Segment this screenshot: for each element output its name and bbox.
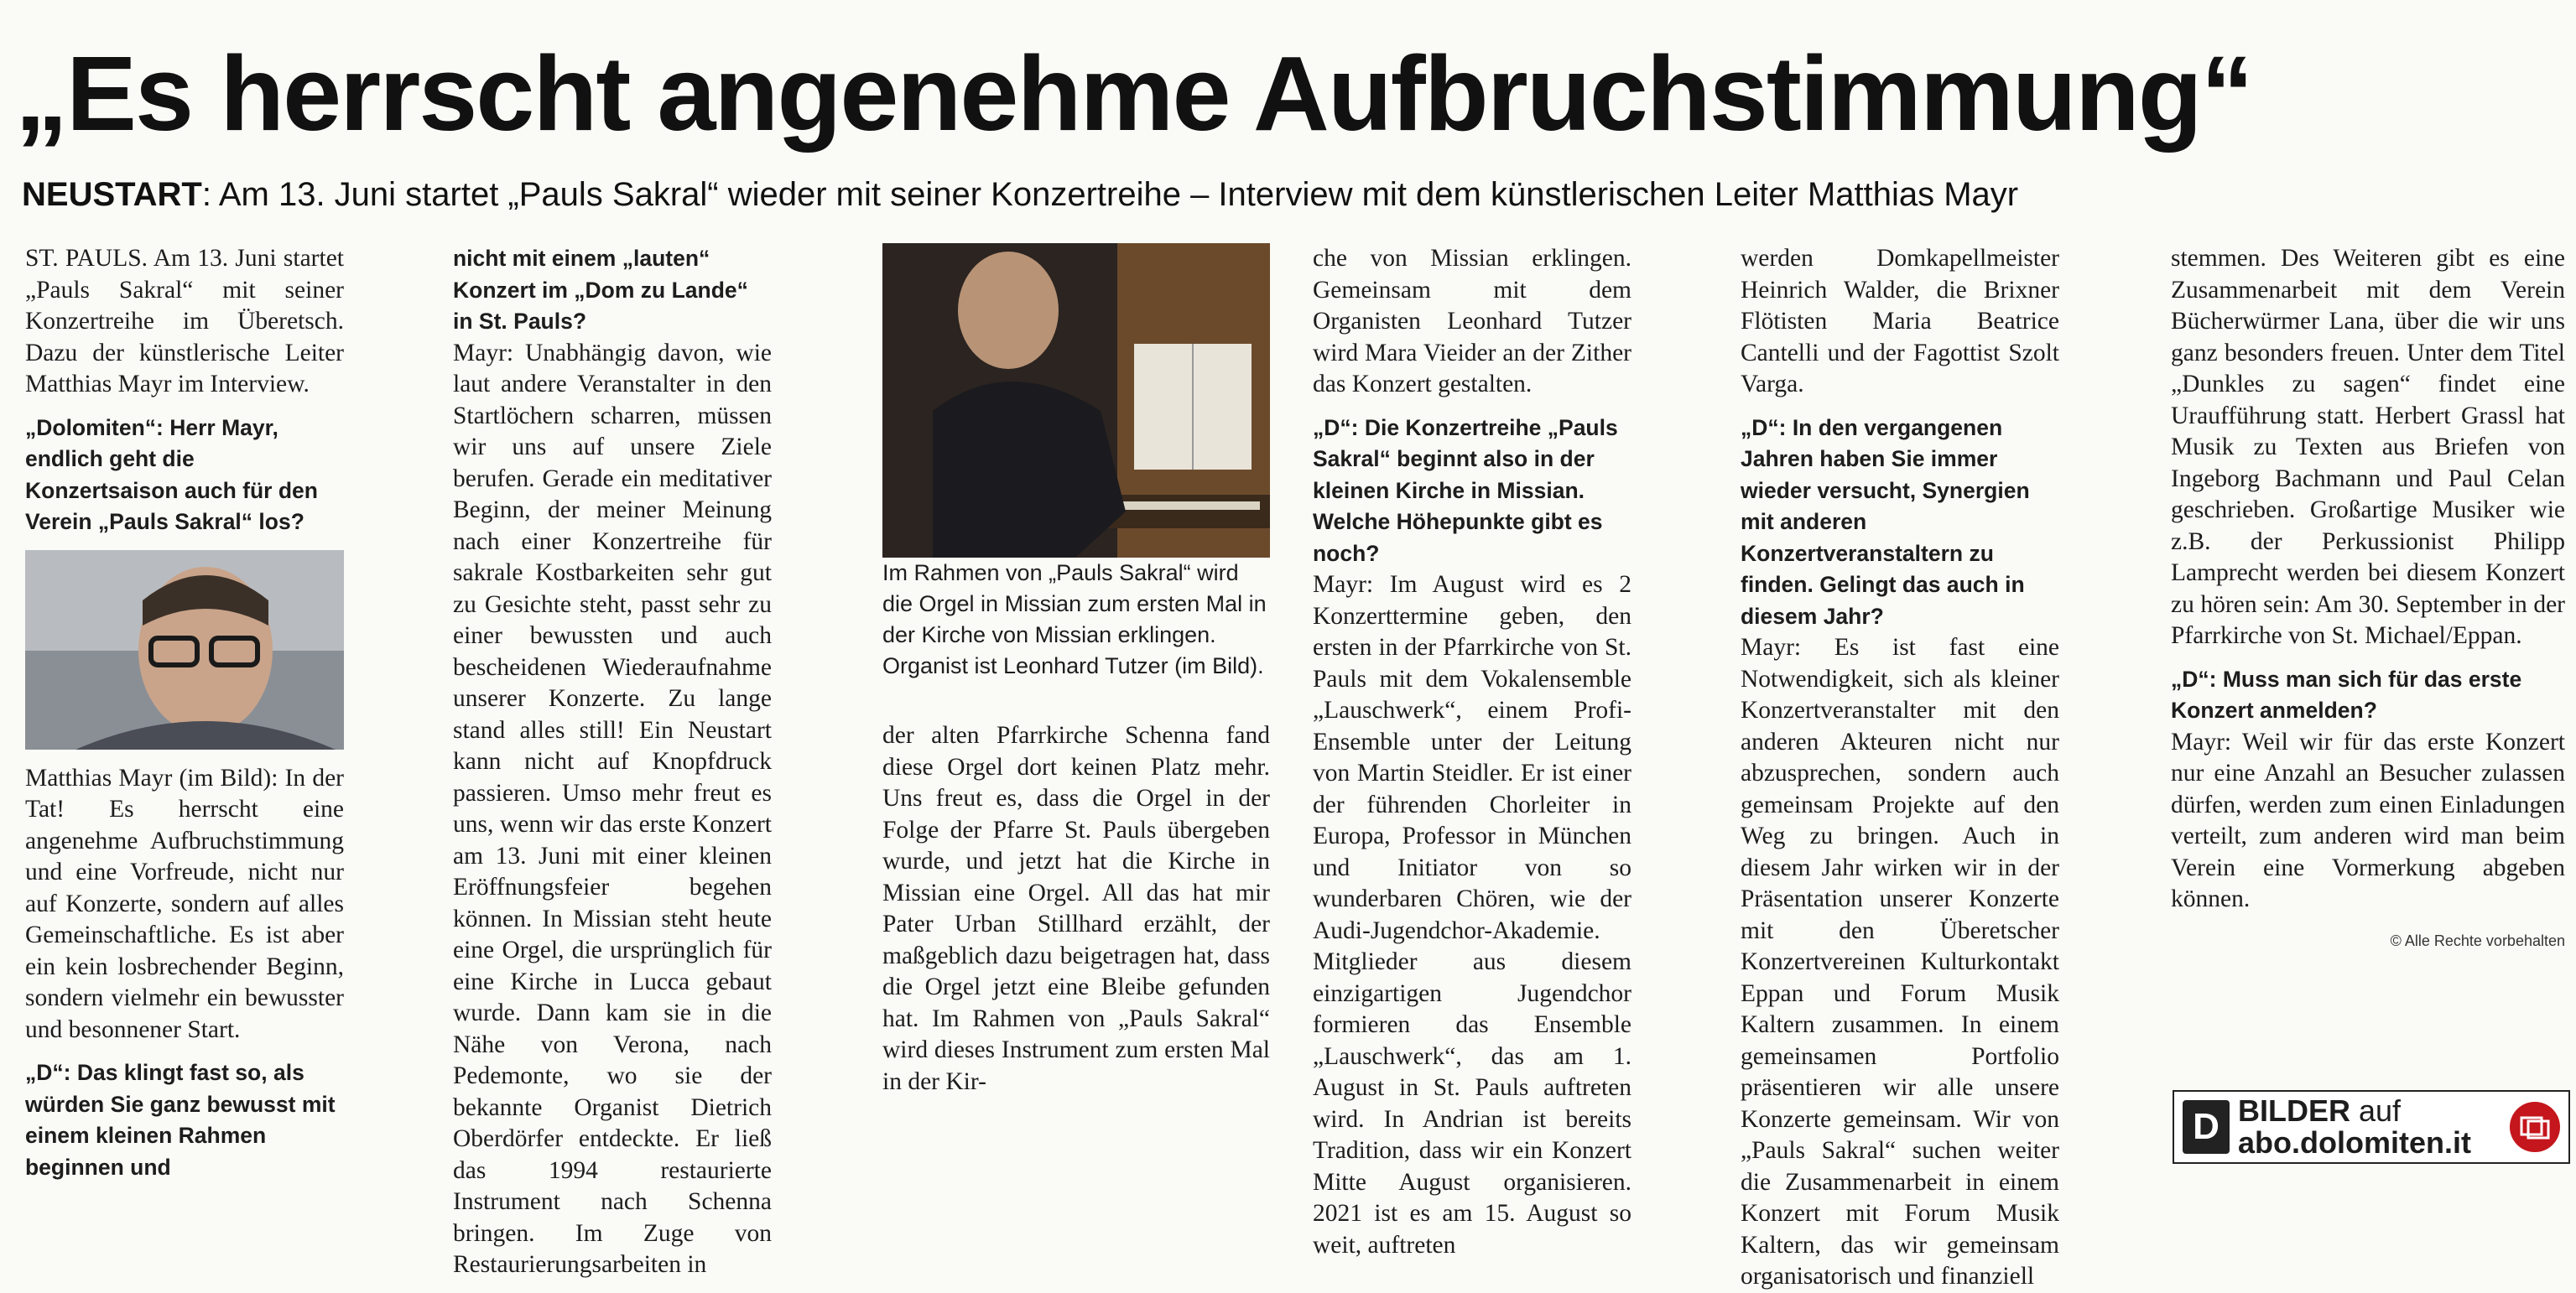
photo-gallery-promo[interactable] <box>2173 1090 2570 1164</box>
intro-paragraph: ST. PAULS. Am 13. Juni startet „Pauls Sakral“ mit seiner Konzertreihe im Überetsch. Dazu der künstlerische Leiter Matthias Mayr im Interview. <box>25 245 344 397</box>
portrait-illustration <box>25 550 344 750</box>
answer-2: Mayr: Unabhängig davon, wie laut andere Veranstalter in den Startlöchern scharren, müssen wir uns auf unsere Ziele berufen. Gerade ein meditativer Beginn, der meiner Meinung nach einer Konzertreihe für sakrale Kostbarkeiten sehr gut zu Gesichte steht, passt sehr zu einer bewussten und auch bescheidenen Wiederaufnahme unserer Konzerte. Zu lange stand alles still! Ein Neustart kann nicht auf Knopfdruck passieren. Umso mehr freut es uns, wenn wir das erste Konzert am 13. Juni mit einer kleinen Eröffnungsfeier begehen können. In Missian steht heute eine Orgel, die ursprünglich für eine Kirche in Lucca gebaut wurde. Dann kam sie in die Nähe von Verona, nach Pedemonte, wo sie der bekannte Organist Dietrich Oberdörfer entdeckte. Er ließ das 1994 restaurierte Instrument nach Schenna bringen. Im Zuge von Restaurierungsarbeiten in <box>453 339 772 1278</box>
column-6 <box>2171 243 2565 1082</box>
portrait-photo <box>25 550 344 750</box>
promo-auf: auf <box>2350 1093 2402 1128</box>
subheadline <box>22 168 2572 221</box>
dolomiten-logo-icon: D <box>2183 1100 2230 1154</box>
column-5 <box>1741 243 2059 1290</box>
question-1: „Dolomiten“: Herr Mayr, endlich geht die Konzertsaison auch für den Verein „Pauls Sakral“ los? <box>25 414 318 534</box>
kicker: NEUSTART <box>22 176 202 213</box>
question-3: „D“: Die Konzertreihe „Pauls Sakral“ beginnt also in der kleinen Kirche in Missian. Welche Höhepunkte gibt es noch? <box>1313 414 1618 566</box>
promo-line-1 <box>2238 1095 2471 1127</box>
answer-4: Mayr: Es ist fast eine Notwendigkeit, sich als kleiner Konzertveranstalter mit den anderen Akteuren nicht nur abzusprechen, sondern auch gemeinsam Projekte auf den Weg zu bringen. Auch in diesem Jahr wirken wir in der Präsentation unserer Konzerte mit den Überetscher Konzertvereinen Kulturkontakt Eppan und Forum Musik Kaltern zusammen. In einem gemeinsamen Portfolio präsentieren wir alle unsere Konzerte gemeinsam. Wir von „Pauls Sakral“ suchen weiter die Zusammenarbeit in einem Konzert mit Forum Musik Kaltern, das wir gemeinsam organisatorisch und finanziell <box>1741 634 2059 1290</box>
question-2: „D“: Das klingt fast so, als würden Sie ganz bewusst mit einem kleinen Rahmen beginnen und <box>25 1060 336 1180</box>
answer-3: Mayr: Im August wird es 2 Konzerttermine geben, den ersten in der Pfarrkirche von St. Pauls mit dem Vokalensemble „Lauschwerk“, einem Profi-Ensemble unter der Leitung von Martin Steidler. Er ist einer der führenden Chorleiter in Europa, Professor in München und Initiator von so wunderbaren Chören, wie der Audi-Jugendchor-Akademie. Mitglieder aus diesem einzigartigen Jugendchor formieren das Ensemble „Lauschwerk“, das am 1. August in St. Pauls auftreten wird. In Andrian ist bereits Tradition, dass wir ein Konzert Mitte August organisieren. 2021 ist es am 15. August so weit, auftreten <box>1313 571 1631 1259</box>
column-6-body: stemmen. Des Weiteren gibt es eine Zusammenarbeit mit dem Verein Bücherwürmer Lana, über die wir uns ganz besonders freuen. Unter dem Titel „Dunkles zu sagen“ findet eine Uraufführung statt. Herbert Grassl hat Musik zu Texten aus Briefen von Ingeborg Bachmann und Paul Celan geschrieben. Großartige Musiker wie z.B. der Perkussionist Philipp Lamprecht werden bei diesem Konzert zu hören sein: Am 30. September in der Pfarrkirche von St. Michael/Eppan. <box>2171 245 2565 649</box>
photos-icon <box>2520 1114 2550 1140</box>
organ-photo <box>882 243 1270 558</box>
organ-illustration <box>882 243 1270 558</box>
question-2-continued: nicht mit einem „lauten“ Konzert im „Dom zu Lande“ in St. Pauls? <box>453 246 748 334</box>
subheadline-text: : Am 13. Juni startet „Pauls Sakral“ wieder mit seiner Konzertreihe – Interview mit dem künstlerischen Leiter Matthias Mayr <box>201 176 2019 213</box>
promo-text <box>2238 1095 2471 1159</box>
promo-bilder: BILDER <box>2238 1093 2350 1128</box>
gallery-icon <box>2510 1102 2560 1152</box>
column-2 <box>453 243 772 1278</box>
column-1 <box>25 243 344 1194</box>
question-4: „D“: In den vergangenen Jahren haben Sie immer wieder versucht, Synergien mit anderen Konzertveranstaltern zu finden. Gelingt das auch in diesem Jahr? <box>1741 414 2030 629</box>
column-3-body: der alten Pfarrkirche Schenna fand diese Orgel dort keinen Platz mehr. Uns freut es, dass die Orgel in der Folge der Pfarre St. Pauls übergeben wurde, und jetzt hat die Kirche in Missian eine Orgel. All das hat mir Pater Urban Stillhard erzählt, der maßgeblich dazu beigetragen hat, dass die Orgel jetzt eine Bleibe gefunden hat. Im Rahmen von „Pauls Sakral“ wird dieses Instrument zum ersten Mal in der Kir- <box>882 722 1270 1095</box>
photo-caption: Im Rahmen von „Pauls Sakral“ wird die Orgel in Missian zum ersten Mal in der Kirche von Missian erklingen. Organist ist Leonhard Tutzer (im Bild). <box>882 560 1267 678</box>
copyright-notice: © Alle Rechte vorbehalten <box>2390 932 2565 949</box>
answer-5: Mayr: Weil wir für das erste Konzert nur eine Anzahl an Besucher zulassen dürfen, werden zum einen Einladungen verteilt, zum anderen wird man beim Verein eine Vormerkung abgeben können. <box>2171 728 2565 912</box>
column-4-body: che von Missian erklingen. Gemeinsam mit dem Organisten Leonhard Tutzer wird Mara Vieider an der Zither das Konzert gestalten. <box>1313 245 1631 397</box>
column-5-body: werden Domkapellmeister Heinrich Walder, die Brixner Flötisten Maria Beatrice Cantelli und der Fagottist Szolt Varga. <box>1741 245 2059 397</box>
promo-url[interactable]: abo.dolomiten.it <box>2238 1125 2471 1160</box>
question-5: „D“: Muss man sich für das erste Konzert anmelden? <box>2171 666 2522 723</box>
column-3 <box>882 243 1270 1194</box>
answer-1: Matthias Mayr (im Bild): In der Tat! Es herrscht eine angenehme Aufbruchstimmung und eine Vorfreude, nicht nur auf Konzerte, sondern auf alles Gemeinschaftliche. Es ist aber ein kein losbrechender Beginn, sondern vielmehr ein bewusster und besonnener Start. <box>25 764 344 1043</box>
headline: „Es herrscht angenehme Aufbruchstimmung“ <box>15 34 2252 153</box>
column-4 <box>1313 243 1631 1259</box>
